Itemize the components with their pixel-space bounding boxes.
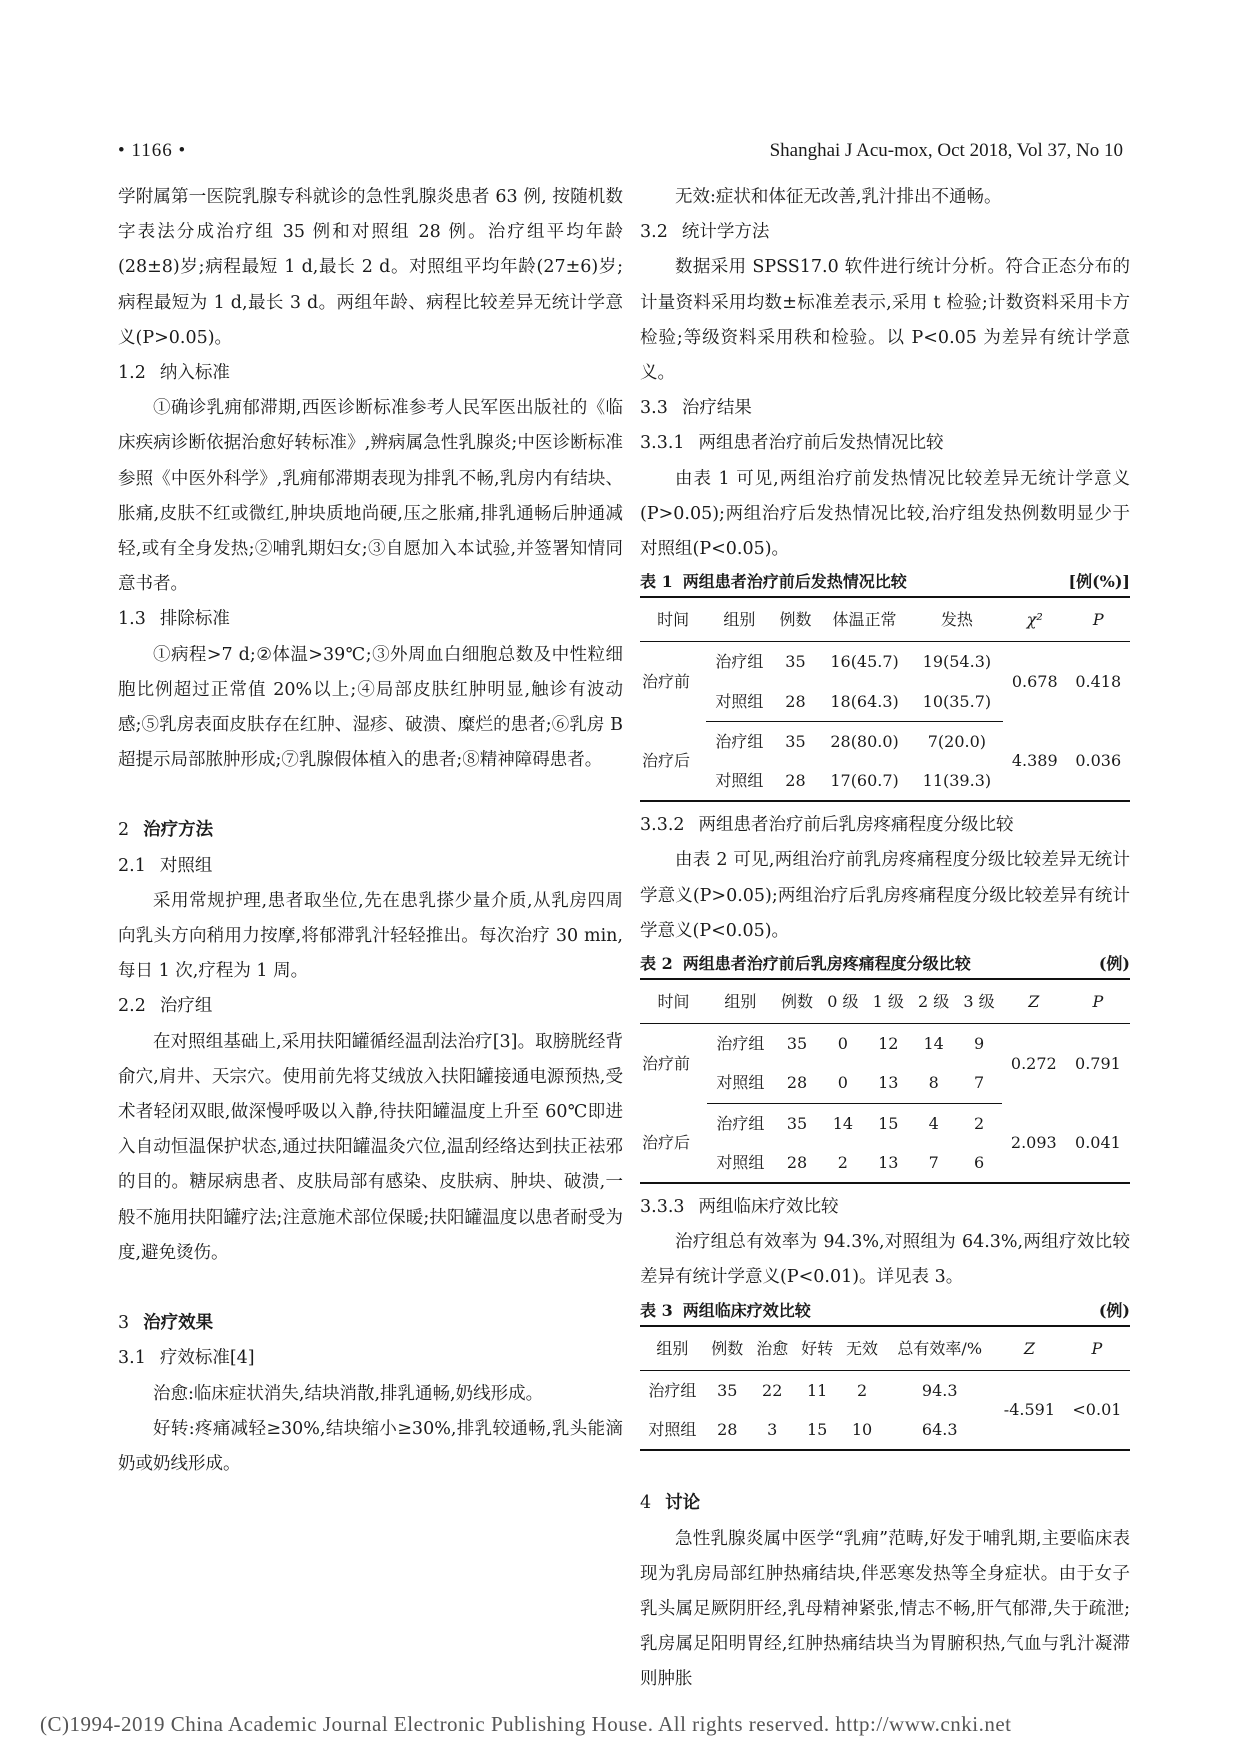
paragraph-treatment-group: 在对照组基础上,采用扶阳罐循经温刮法治疗[3]。取膀胱经背俞穴,肩井、天宗穴。使用前先将艾绒放入扶阳罐接通电源预热,受术者轻闭双眼,做深慢呼吸以入静,待扶阳罐温度上升至 60℃即进入自动恒温保护状态,通过扶阳罐温灸穴位,温刮经络达到扶正祛邪的目的。糖尿病患者、皮肤局部有感染、皮肤病、肿块、破溃,一般不施用扶阳罐疗法;注意施术部位保暖;扶阳罐温度以患者耐受为度,避免烫伤。 [118,1031,623,1263]
section-title: 纳入标准 [159,363,230,384]
table-cell: 7 [956,1063,1001,1103]
table-cell: 28 [717,1420,738,1440]
table-cell: 19(54.3) [922,652,992,672]
table-row [640,1370,1130,1410]
table-cell: 14 [923,1034,944,1054]
section-number: 1.2 [118,363,146,384]
table-cell: 0 [820,1063,865,1103]
table-cell: 8 [911,1063,956,1103]
table-cell: 0.678 [1011,672,1058,692]
paragraph-discussion: 急性乳腺炎属中医学“乳痈”范畴,好发于哺乳期,主要临床表现为乳房局部红肿热痛结块,伴恶寒发热等全身症状。由于女子乳头属足厥阴肝经,乳母精神紧张,情志不畅,肝气郁滞,失于疏泄;乳房属足阳明胃经,红肿热痛结块当为胃腑积热,气血与乳汁凝滞则肿胀 [640,1528,1130,1690]
table-cell: 15 [878,1113,899,1133]
heading-4 [640,1486,1130,1521]
section-number: 3.3.2 [640,815,685,836]
table-cell: 13 [878,1152,899,1172]
heading-3-3-1 [640,426,1130,461]
table-cell: 2 [973,1113,985,1133]
table-cell: 28 [785,771,806,791]
table-cell: 0.791 [1075,1054,1121,1074]
col-header: 发热 [911,597,1003,642]
section-number: 2.2 [118,996,146,1017]
section-title: 对照组 [159,855,213,876]
table-cell: 2.093 [1010,1133,1057,1153]
table-cell: 35 [785,731,806,751]
col-header: 2 级 [911,979,956,1024]
heading-1-2 [118,356,623,391]
table-cell: 治疗组 [715,731,764,751]
table-cell: 11 [806,1380,828,1400]
table-cell: 28 [786,1152,808,1172]
table-cell: 3 [767,1420,778,1440]
col-header: 3 级 [956,979,1001,1024]
table-cell: 2 [856,1380,868,1400]
table-cell: 35 [786,1034,808,1054]
table-cell: 64.3 [921,1420,958,1440]
section-title: 治疗组 [159,996,213,1017]
table-cell: <0.01 [1072,1400,1122,1420]
col-header: 0 级 [820,979,865,1024]
page-header [118,138,1123,168]
table-cell: -4.591 [1003,1400,1055,1420]
table-cell: 18(64.3) [818,682,910,722]
table-row [640,642,1130,682]
section-title: 治疗效果 [143,1313,214,1334]
table-cell: 对照组 [715,771,764,791]
table-title: 两组临床疗效比较 [682,1300,811,1320]
table-cell: 治疗组 [715,652,764,672]
section-number: 3.3 [640,398,668,419]
table-cell: 13 [866,1063,911,1103]
paragraph-cure: 治愈:临床症状消失,结块消散,排乳通畅,奶线形成。 [153,1383,544,1404]
table-cell: 7(20.0) [927,731,987,751]
col-header: P [1064,1326,1130,1371]
heading-3-3-2 [640,808,1130,843]
table-unit: [例(%)] [1068,572,1130,592]
table-cell: 7 [928,1152,939,1172]
heading-3-3-3 [640,1190,1130,1225]
table-cell: 对照组 [716,1152,765,1172]
section-number: 3.3.1 [640,433,685,454]
paragraph-control-group: 采用常规护理,患者取坐位,先在患乳搽少量介质,从乳房四周向乳头方向稍用力按摩,将郁滞乳汁轻轻推出。每次治疗 30 min,每日 1 次,疗程为 1 周。 [118,890,623,982]
col-header: P [1066,979,1130,1024]
col-header: 体温正常 [818,597,910,642]
table-1 [640,596,1130,802]
section-number: 2 [118,820,130,841]
col-header: 例数 [705,1326,750,1371]
table-2 [640,978,1130,1184]
table-cell: 治疗前 [642,1054,691,1074]
table-cell: 94.3 [921,1380,958,1400]
table-title: 两组患者治疗前后乳房疼痛程度分级比较 [682,954,971,974]
paragraph-invalid: 无效:症状和体征无改善,乳汁排出不通畅。 [675,187,1002,207]
section-number: 1.3 [118,609,146,630]
table-label: 表 3 [640,1300,673,1320]
col-header: 1 级 [866,979,911,1024]
table-cell: 35 [785,652,806,672]
table-cell: 对照组 [648,1420,697,1440]
table-cell: 35 [717,1380,738,1400]
table-cell: 0 [837,1034,848,1054]
table-label: 表 1 [640,572,673,592]
table-cell: 11(39.3) [922,771,992,791]
table-cell: 0.272 [1010,1054,1057,1074]
col-header: 组别 [640,1326,705,1371]
table-cell: 15 [806,1420,828,1440]
table-unit: (例) [1098,1300,1130,1320]
paragraph-fever-result: 由表 1 可见,两组治疗前发热情况比较差异无统计学意义(P>0.05);两组治疗后发热情况比较,治疗组发热例数明显少于对照组(P<0.05)。 [640,468,1130,560]
table-label: 表 2 [640,954,673,974]
table-cell: 9 [973,1034,985,1054]
page-number: • 1166 • [118,140,187,161]
table-cell: 0.418 [1075,672,1122,692]
table-2-caption [640,952,1130,978]
table-cell: 治疗组 [716,1034,765,1054]
table-cell: 治疗前 [642,672,691,692]
table-cell: 治疗后 [642,751,691,771]
table-cell: 治疗后 [642,1133,691,1153]
journal-reference: Shanghai J Acu-mox, Oct 2018, Vol 37, No 10 [769,140,1123,161]
heading-1-3 [118,602,623,637]
col-header: χ² [1003,597,1066,642]
col-header: Z [1002,979,1066,1024]
col-header: 时间 [640,979,707,1024]
section-number: 2.1 [118,855,146,876]
section-title: 两组患者治疗前后乳房疼痛程度分级比较 [698,815,1014,836]
paragraph-intro: 学附属第一医院乳腺专科就诊的急性乳腺炎患者 63 例, 按随机数字表法分成治疗组 35 例和对照组 28 例。治疗组平均年龄(28±8)岁;病程最短 1 d,最长 2 d。对照组平均年龄(27±6)岁;病程最短为 1 d,最长 3 d。两组年龄、病程比较差异无统计学意义(P>0.05)。 [118,187,623,348]
table-cell: 6 [973,1152,985,1172]
table-cell: 0.041 [1075,1133,1121,1153]
section-title: 两组患者治疗前后发热情况比较 [698,433,944,454]
section-title: 治疗方法 [143,820,214,841]
col-header: 无效 [840,1326,885,1371]
table-cell: 治疗组 [716,1113,765,1133]
col-header: 时间 [640,597,706,642]
table-row [640,1024,1130,1064]
col-header: 例数 [773,597,819,642]
section-number: 3.3.3 [640,1197,685,1218]
col-header: 好转 [795,1326,840,1371]
col-header: P [1066,597,1130,642]
right-column [640,180,1130,1698]
heading-2 [118,813,623,848]
paragraph-exclusion: ①病程>7 d;②体温>39℃;③外周血白细胞总数及中性粒细胞比例超过正常值 20%以上;④局部皮肤红肿明显,触诊有波动感;⑤乳房表面皮肤存在红肿、湿疹、破溃、糜烂的患者;⑥乳房 B 超提示局部脓肿形成;⑦乳腺假体植入的患者;⑧精神障碍患者。 [118,644,623,771]
heading-3 [118,1306,623,1341]
heading-3-3 [640,391,1130,426]
heading-2-2 [118,989,623,1024]
col-header: 组别 [707,979,774,1024]
table-title: 两组患者治疗前后发热情况比较 [682,572,907,592]
section-title: 统计学方法 [681,222,770,243]
table-cell: 10(35.7) [911,682,1003,722]
left-column [118,180,623,1482]
table-cell: 对照组 [706,682,772,722]
table-cell: 14 [832,1113,854,1133]
col-header: 总有效率/% [884,1326,994,1371]
table-cell: 4 [928,1113,939,1133]
table-cell: 10 [851,1420,873,1440]
table-cell: 22 [762,1380,783,1400]
table-cell: 16(45.7) [830,652,899,672]
table-3 [640,1325,1130,1452]
col-header: 治愈 [750,1326,795,1371]
heading-2-1 [118,849,623,884]
table-cell: 0.036 [1075,751,1122,771]
section-number: 3.1 [118,1348,146,1369]
table-cell: 治疗组 [648,1380,697,1400]
paragraph-statistics: 数据采用 SPSS17.0 软件进行统计分析。符合正态分布的计量资料采用均数±标准差表示,采用 t 检验;计数资料采用卡方检验;等级资料采用秩和检验。以 P<0.05 为差异有统计学意义。 [640,257,1130,384]
paragraph-efficacy-result: 治疗组总有效率为 94.3%,对照组为 64.3%,两组疗效比较差异有统计学意义(P<0.01)。详见表 3。 [640,1232,1130,1288]
table-1-caption [640,570,1130,596]
table-cell: 35 [786,1113,808,1133]
table-unit: (例) [1098,954,1130,974]
table-cell: 28(80.0) [830,731,899,751]
table-cell: 4.389 [1011,751,1058,771]
copyright-footer: (C)1994-2019 China Academic Journal Electronic Publishing House. All rights reserved. http://www.cnki.net [40,1712,1012,1736]
table-cell: 28 [773,682,819,722]
section-title: 讨论 [665,1493,701,1514]
table-cell: 17(60.7) [830,771,899,791]
table-row [640,1103,1130,1143]
section-number: 3 [118,1313,130,1334]
section-number: 3.2 [640,222,668,243]
table-3-caption [640,1299,1130,1325]
paragraph-pain-result: 由表 2 可见,两组治疗前乳房疼痛程度分级比较差异无统计学意义(P>0.05);两组治疗后乳房疼痛程度分级比较差异有统计学意义(P<0.05)。 [640,850,1130,941]
section-number: 4 [640,1493,652,1514]
paragraph-improve: 好转:疼痛减轻≥30%,结块缩小≥30%,排乳较通畅,乳头能滴奶或奶线形成。 [118,1418,623,1474]
section-title: 疗效标准[4] [159,1348,255,1369]
section-title: 治疗结果 [681,398,752,419]
col-header: 组别 [706,597,772,642]
col-header: 例数 [774,979,820,1024]
heading-3-2 [640,215,1130,250]
col-header: Z [995,1326,1064,1371]
table-cell: 对照组 [707,1063,774,1103]
table-cell: 12 [878,1034,899,1054]
heading-3-1 [118,1341,623,1376]
table-cell: 2 [837,1152,848,1172]
section-title: 两组临床疗效比较 [698,1197,839,1218]
table-row [640,721,1130,761]
section-title: 排除标准 [159,609,230,630]
table-cell: 28 [774,1063,820,1103]
paragraph-inclusion: ①确诊乳痈郁滞期,西医诊断标准参考人民军医出版社的《临床疾病诊断依据治愈好转标准》,辨病属急性乳腺炎;中医诊断标准参照《中医外科学》,乳痈郁滞期表现为排乳不畅,乳房内有结块、胀痛,皮肤不红或微红,肿块质地尚硬,压之胀痛,排乳通畅后肿通减轻,或有全身发热;②哺乳期妇女;③自愿加入本试验,并签署知情同意书者。 [118,398,623,595]
